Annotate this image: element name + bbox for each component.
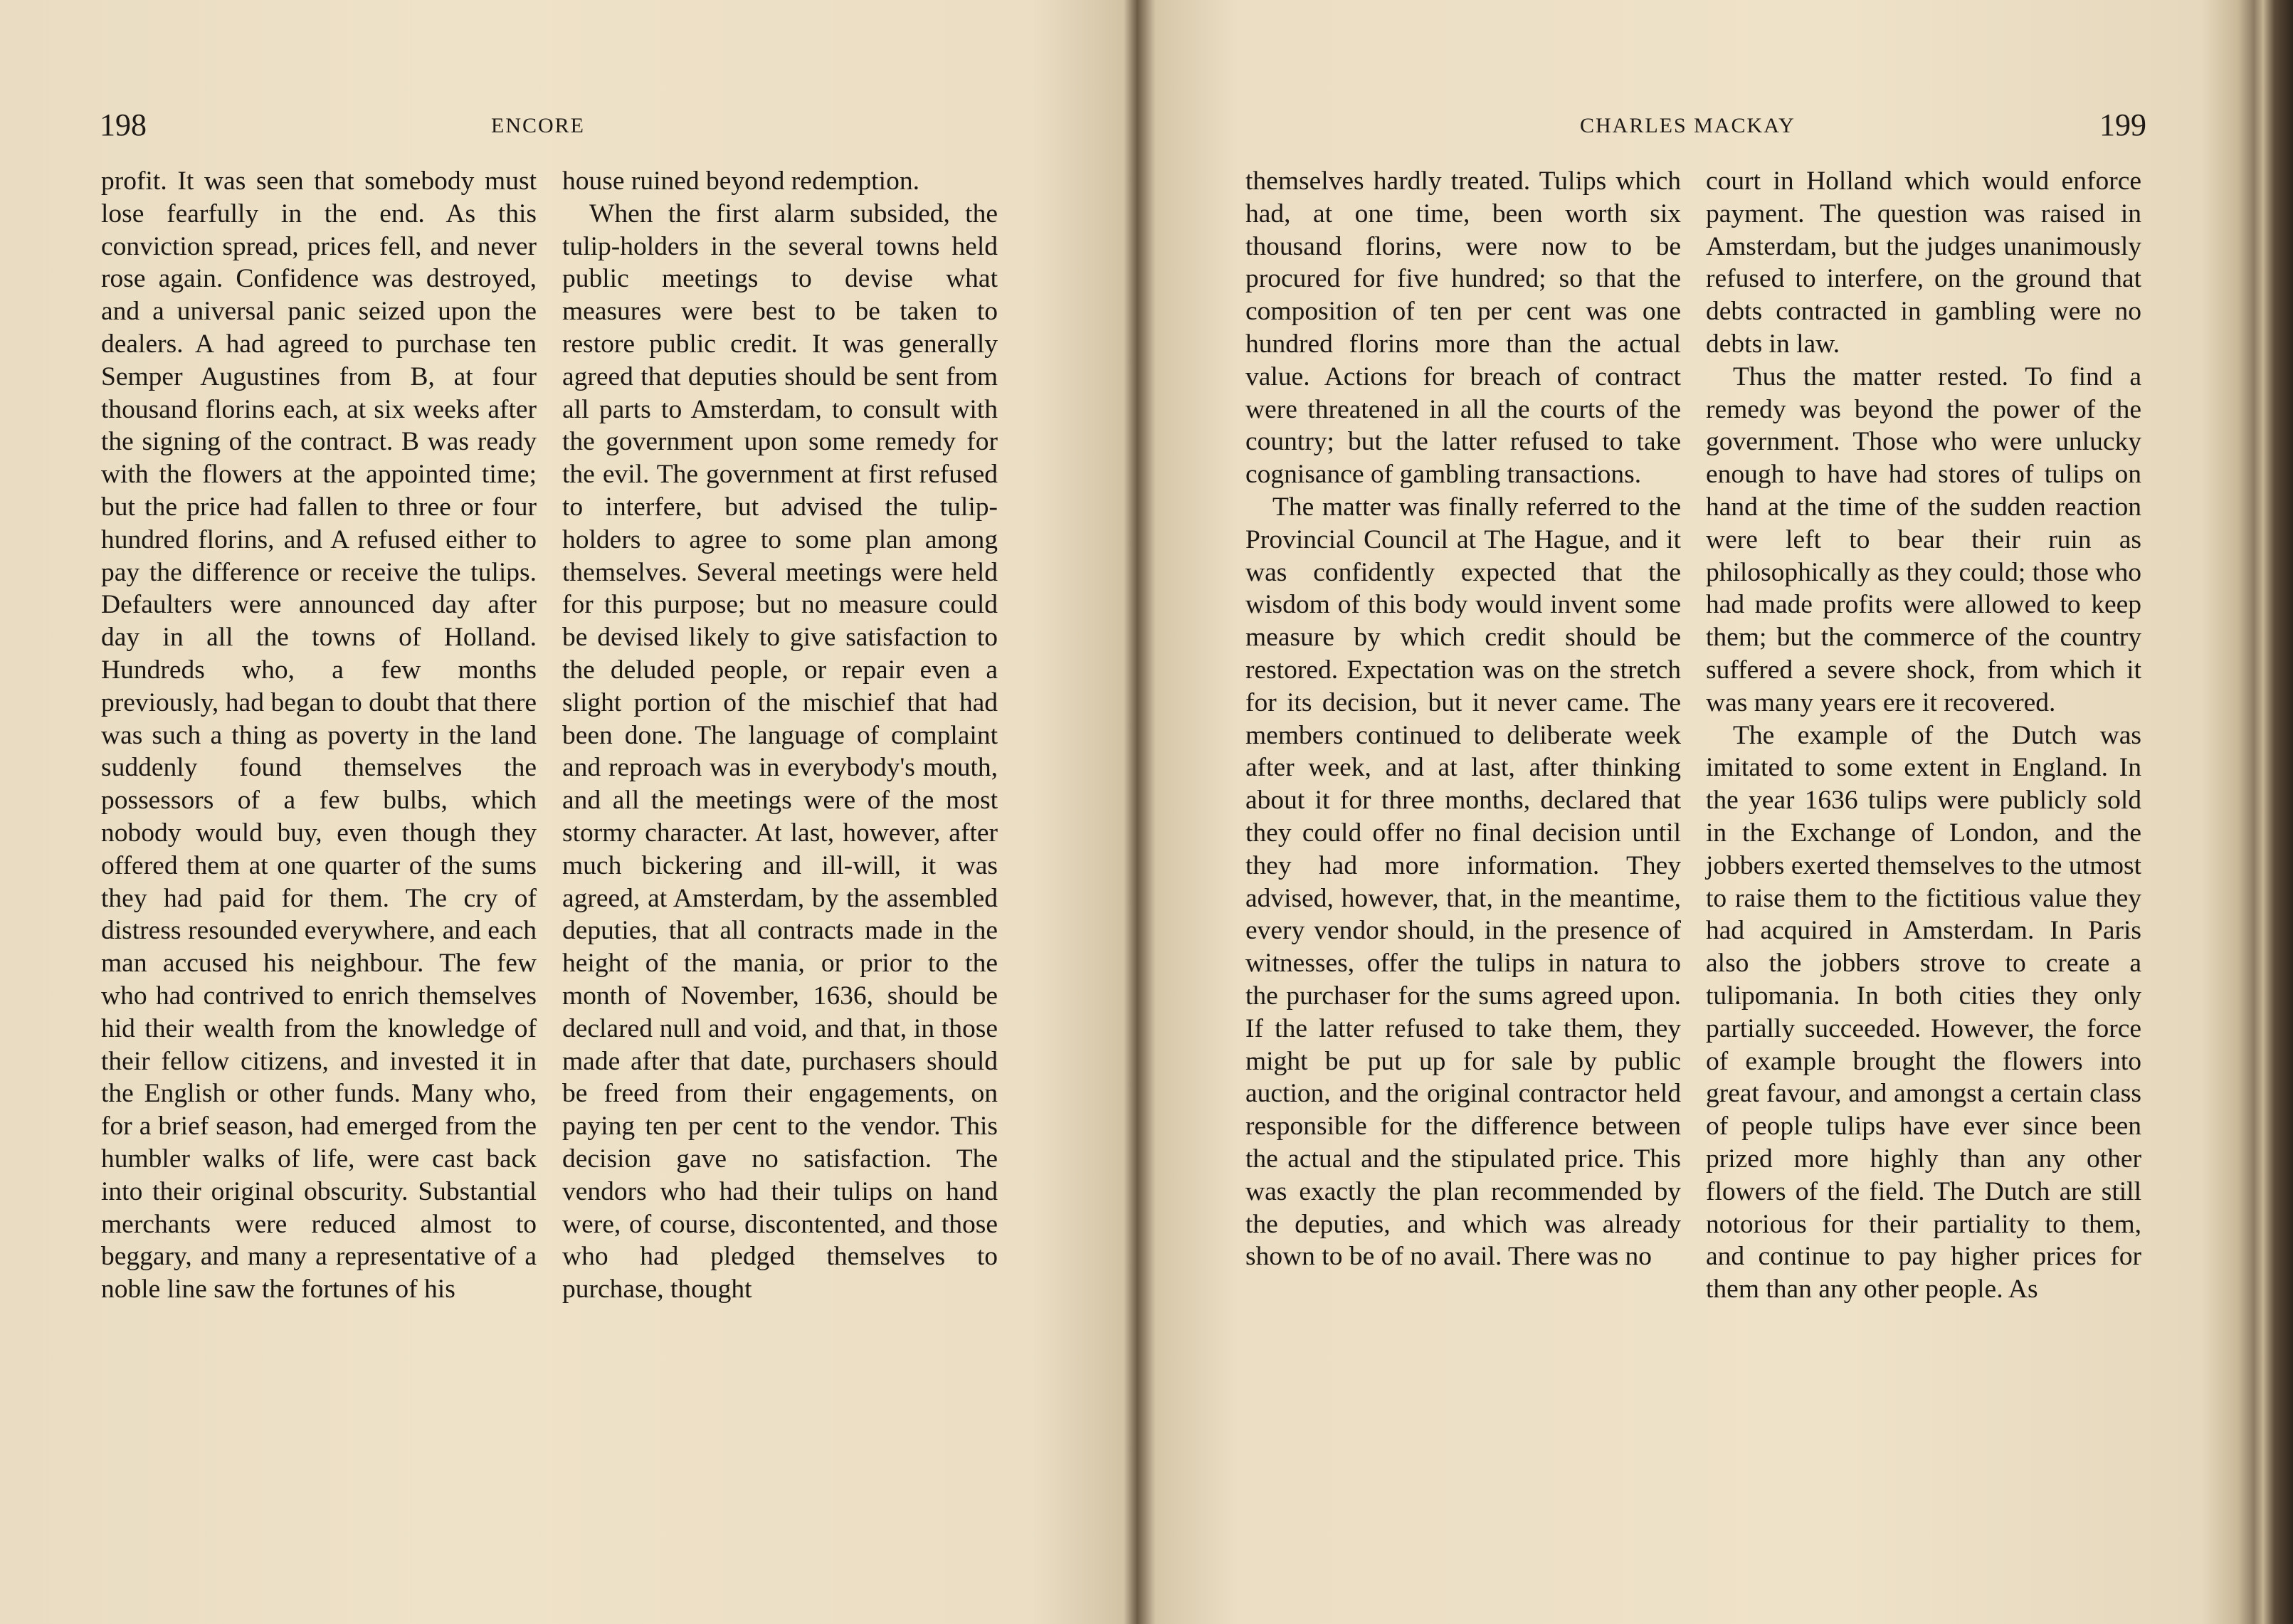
text-column-1: [1245, 165, 1681, 1273]
left-page: [0, 0, 1117, 1624]
paragraph: themselves hardly treated. Tulips which had, at one time, been worth six thousand florins, were now to be procured for five hundred; so that the composition of ten per cent was one hundred florins more than the actual value. Actions for breach of contract were threatened in all the courts of the country; but the latter refused to take cognisance of gambling transactions.: [1245, 167, 1681, 490]
paragraph: When the first alarm subsided, the tulip-holders in the several towns held public meetings to devise what measures were best to be taken to restore public credit. It was generally agreed that deputies should be sent from all parts to Amsterdam, to consult with the government upon some remedy for the evil. The government at first refused to interfere, but advised the tulip-holders to agree to some plan among themselves. Several meetings were held for this purpose; but no measure could be devised likely to give satisfaction to the deluded people, or repair even a slight portion of the mischief that had been done. The language of complaint and reproach was in everybody's mouth, and all the meetings were of the most stormy character. At last, however, after much bickering and ill-will, it was agreed, at Amsterdam, by the assembled deputies, that all contracts made in the height of the mania, or prior to the month of November, 1636, should be declared null and void, and that, in those made after that date, purchasers should be freed from their engagements, on paying ten per cent to the vendor. This decision gave no satisfaction. The vendors who had their tulips on hand were, of course, discontented, and those who had pledged themselves to purchase, thought: [562, 199, 998, 1304]
paragraph: Thus the matter rested. To find a remedy was beyond the power of the government. Those who were unlucky enough to have had stores of tulips on hand at the time of the sudden reaction were left to bear their ruin as philosophically as they could; those who had made profits were allowed to keep them; but the commerce of the country suffered a severe shock, from which it was many years ere it recovered.: [1706, 362, 2141, 717]
page-number: 199: [2099, 107, 2146, 142]
text-column-1: [101, 165, 537, 1306]
right-page: [1121, 0, 2238, 1624]
text-column-2: [562, 165, 998, 1306]
paragraph: The matter was finally referred to the Provincial Council at The Hague, and it was confidently expected that the wisdom of this body would invent some measure by which credit should be restored. Expectation was on the stretch for its decision, but it never came. The members continued to deliberate week after week, and at last, after thinking about it for three months, declared that they could offer no final decision until they had more information. They advised, however, that, in the meantime, every vendor should, in the presence of witnesses, offer the tulips in natura to the purchaser for the sums agreed upon. If the latter refused to take them, they might be put up for sale by public auction, and the original contractor held responsible for the difference between the actual and the stipulated price. This was exactly the plan recommended by the deputies, and which was already shown to be of no avail. There was no: [1245, 492, 1681, 1272]
page-number: 198: [100, 107, 147, 142]
running-head: CHARLES MACKAY: [1580, 114, 1796, 137]
text-column-2: [1706, 165, 2141, 1306]
paragraph: house ruined beyond redemption.: [562, 167, 919, 196]
running-head: ENCORE: [491, 114, 585, 137]
paragraph: The example of the Dutch was imitated to some extent in England. In the year 1636 tulips were publicly sold in the Exchange of London, and the jobbers exerted themselves to the utmost to raise them to the fictitious value they had acquired in Amsterdam. In Paris also the jobbers strove to create a tulipomania. In both cities they only partially succeeded. However, the force of example brought the flowers into great favour, and amongst a certain class of people tulips have ever since been prized more highly than any other flowers of the field. The Dutch are still notorious for their partiality to them, and continue to pay higher prices for them than any other people. As: [1706, 720, 2141, 1304]
paragraph: profit. It was seen that somebody must lose fearfully in the end. As this conviction spread, prices fell, and never rose again. Confidence was destroyed, and a universal panic seized upon the dealers. A had agreed to purchase ten Semper Augustines from B, at four thousand florins each, at six weeks after the signing of the contract. B was ready with the flowers at the appointed time; but the price had fallen to three or four hundred florins, and A refused either to pay the difference or receive the tulips. Defaulters were announced day after day in all the towns of Holland. Hundreds who, a few months previously, had began to doubt that there was such a thing as poverty in the land suddenly found themselves the possessors of a few bulbs, which nobody would buy, even though they offered them at one quarter of the sums they had paid for them. The cry of distress resounded everywhere, and each man accused his neighbour. The few who had contrived to enrich themselves hid their wealth from the knowledge of their fellow citizens, and invested it in the English or other funds. Many who, for a brief season, had emerged from the humbler walks of life, were cast back into their original obscurity. Substantial merchants were reduced almost to beggary, and many a representative of a noble line saw the fortunes of his: [101, 167, 537, 1304]
paragraph: court in Holland which would enforce payment. The question was raised in Amsterdam, but the judges unanimously refused to interfere, on the ground that debts contracted in gambling were no debts in law.: [1706, 167, 2141, 359]
